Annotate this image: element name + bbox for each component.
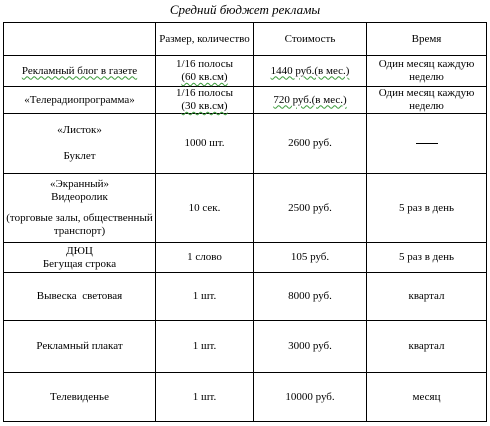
row-name-line3: (торговые залы, общественный транспорт) [6, 212, 153, 237]
header-cost: Стоимость [254, 23, 367, 56]
row-name [4, 114, 156, 174]
row-name: Вывеска световая [4, 273, 156, 321]
row-cost: 2500 руб. [254, 174, 367, 243]
row-time [367, 114, 487, 174]
row-name: «Телерадиопрограмма» [4, 87, 156, 114]
table-row [4, 87, 487, 114]
row-time: квартал [367, 273, 487, 321]
row-size-line1: 1/16 полосы [175, 87, 234, 99]
header-time: Время [367, 23, 487, 56]
row-size: 1000 шт. [156, 114, 254, 174]
row-name-line1: ДЮЦ [66, 244, 93, 257]
row-cost [254, 87, 367, 114]
row-size [156, 87, 254, 114]
row-size: 1 слово [156, 243, 254, 273]
row-size-line2: (60 кв.см) [181, 71, 228, 83]
row-name: Телевиденье [4, 373, 156, 422]
row-name-text: Рекламный блог в газете [21, 64, 138, 77]
row-size: 10 сек. [156, 174, 254, 243]
row-time: месяц [367, 373, 487, 422]
row-cost: 2600 руб. [254, 114, 367, 174]
header-size: Размер, количество [156, 23, 254, 56]
row-size [156, 56, 254, 87]
row-name-line1: «Листок» [57, 124, 102, 136]
row-name-line2: Бегущая строка [42, 257, 117, 270]
row-cost-text: 720 руб.(в мес.) [273, 93, 347, 106]
row-cost: 8000 руб. [254, 273, 367, 321]
table-header-row [4, 23, 487, 56]
row-time: Один месяц каждую неделю [367, 56, 487, 87]
header-empty-cell [4, 23, 156, 56]
table-row [4, 373, 487, 422]
dash-icon [416, 143, 438, 144]
row-cost: 10000 руб. [254, 373, 367, 422]
row-size-line1: 1/16 полосы [175, 58, 234, 70]
row-cost: 105 руб. [254, 243, 367, 273]
row-size-line2: (30 кв.см) [181, 100, 228, 112]
row-time: 5 раз в день [367, 174, 487, 243]
budget-table [3, 22, 487, 422]
row-cost-text: 1440 руб.(в мес.) [270, 64, 350, 77]
row-size: 1 шт. [156, 373, 254, 422]
table-row [4, 243, 487, 273]
table-row [4, 56, 487, 87]
row-name [4, 56, 156, 87]
row-cost [254, 56, 367, 87]
row-name-line2: Видеоролик [51, 191, 108, 203]
row-time: квартал [367, 321, 487, 373]
table-row [4, 321, 487, 373]
row-time: Один месяц каждую неделю [367, 87, 487, 114]
row-name-line2: Буклет [63, 150, 96, 162]
row-name [4, 243, 156, 273]
row-name: Рекламный плакат [4, 321, 156, 373]
row-name [4, 174, 156, 243]
page-title: Средний бюджет рекламы [169, 2, 321, 17]
row-name-line1: «Экранный» [49, 178, 110, 190]
table-row [4, 114, 487, 174]
table-row [4, 174, 487, 243]
row-time: 5 раз в день [367, 243, 487, 273]
row-size: 1 шт. [156, 273, 254, 321]
table-row [4, 273, 487, 321]
row-size: 1 шт. [156, 321, 254, 373]
row-cost: 3000 руб. [254, 321, 367, 373]
